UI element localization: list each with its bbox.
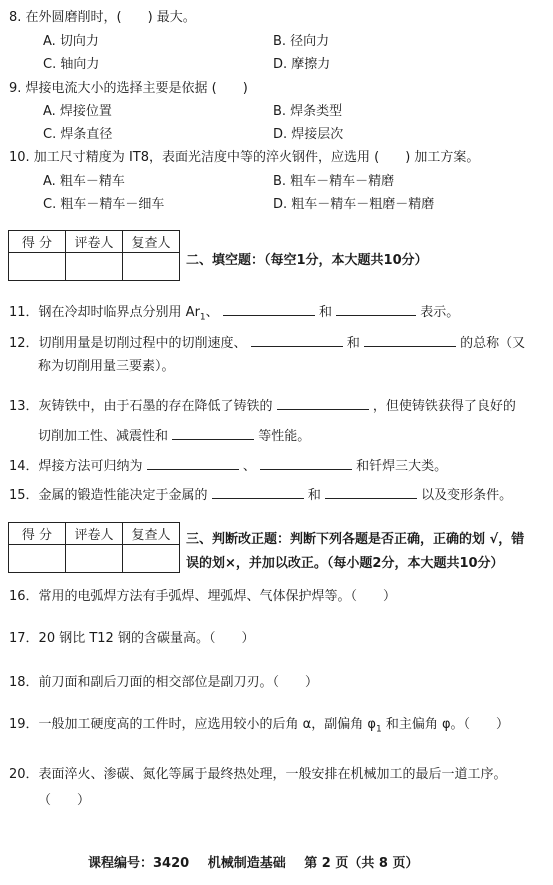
answer-blank[interactable] [147, 455, 239, 470]
question-9-option-a: A. 焊接位置 [43, 104, 112, 119]
answer-blank[interactable] [172, 425, 254, 440]
question-19: 19．一般加工硬度高的工件时，应选用较小的后角 α，副偏角 $\varphi_1$ 和主偏角 φ。（ ） [9, 717, 510, 735]
answer-blank[interactable] [325, 484, 417, 499]
question-8-option-a: A. 切向力 [43, 34, 99, 49]
answer-blank[interactable] [277, 395, 369, 410]
course-name: 机械制造基础 [207, 856, 286, 871]
question-9-option-c: C. 焊条直径 [43, 127, 113, 142]
question-10-option-b: B. 粗车－精车－精磨 [273, 174, 395, 189]
grader-header: 评卷人 [66, 231, 123, 253]
question-17: 17．20 钢比 T12 钢的含碳量高。（ ） [9, 631, 255, 646]
answer-blank[interactable] [364, 332, 456, 347]
question-9-option-d: D. 焊接层次 [273, 127, 344, 142]
answer-blank[interactable] [260, 455, 352, 470]
question-10-stem: 10. 加工尺寸精度为 IT8，表面光洁度中等的淬火钢件，应选用 ( ) 加工方案。 [9, 150, 480, 165]
question-10-option-d: D. 粗车－精车－粗磨－精磨 [273, 197, 435, 212]
question-9-stem: 9. 焊接电流大小的选择主要是依据 ( ) [9, 81, 248, 96]
question-8-stem: 8. 在外圆磨削时，( ) 最大。 [9, 10, 196, 25]
question-12: 12．切削用量是切削过程中的切削速度、 和 的总称（又 [9, 332, 525, 353]
answer-blank[interactable] [212, 484, 304, 499]
question-12-continued: 称为切削用量三要素）。 [38, 359, 175, 374]
score-table-section-2 [8, 230, 180, 281]
course-code: 课程编号：3420 [88, 856, 190, 871]
question-8-option-c: C. 轴向力 [43, 57, 100, 72]
section-2-heading: 二、填空题：（每空1分，本大题共10分） [186, 253, 428, 268]
question-8-option-b: B. 径向力 [273, 34, 330, 49]
answer-blank[interactable] [223, 301, 315, 316]
answer-blank[interactable] [251, 332, 343, 347]
question-10-option-c: C. 粗车－精车－细车 [43, 197, 165, 212]
question-20: 20．表面淬火、渗碳、氮化等属于最终热处理，一般安排在机械加工的最后一道工序。 [9, 767, 507, 782]
score-cell[interactable] [9, 545, 66, 573]
checker-header: 复查人 [123, 523, 180, 545]
question-8-option-d: D. 摩擦力 [273, 57, 331, 72]
question-13-continued: 切削加工性、减震性和 等性能。 [38, 425, 310, 446]
grader-cell[interactable] [66, 253, 123, 281]
question-9-option-b: B. 焊条类型 [273, 104, 343, 119]
grader-cell[interactable] [66, 545, 123, 573]
section-3-heading-line2: 误的划×，并加以改正。（每小题2分，本大题共10分） [186, 556, 504, 571]
score-cell[interactable] [9, 253, 66, 281]
checker-cell[interactable] [123, 545, 180, 573]
grader-header: 评卷人 [66, 523, 123, 545]
score-header: 得 分 [9, 523, 66, 545]
question-13: 13．灰铸铁中，由于石墨的存在降低了铸铁的 ，但使铸铁获得了良好的 [9, 395, 516, 416]
section-3-heading-line1: 三、判断改正题：判断下列各题是否正确，正确的划 √，错 [186, 532, 525, 547]
question-16: 16．常用的电弧焊方法有手弧焊、埋弧焊、气体保护焊等。（ ） [9, 589, 397, 604]
score-header: 得 分 [9, 231, 66, 253]
page-number: 第 2 页（共 8 页） [304, 856, 419, 871]
question-20-answer-brackets: （ ） [38, 793, 91, 808]
score-table-section-3 [8, 522, 180, 573]
page-footer [88, 852, 432, 871]
question-10-option-a: A. 粗车－精车 [43, 174, 125, 189]
question-18: 18．前刀面和副后刀面的相交部位是副刀刃。（ ） [9, 675, 319, 690]
question-15: 15．金属的锻造性能决定于金属的 和 以及变形条件。 [9, 484, 512, 505]
answer-blank[interactable] [336, 301, 416, 316]
checker-cell[interactable] [123, 253, 180, 281]
question-14: 14．焊接方法可归纳为 、 和钎焊三大类。 [9, 455, 447, 476]
checker-header: 复查人 [123, 231, 180, 253]
question-11: 11．钢在冷却时临界点分别用 $Ar_1$、 和 表示。 [9, 301, 459, 327]
